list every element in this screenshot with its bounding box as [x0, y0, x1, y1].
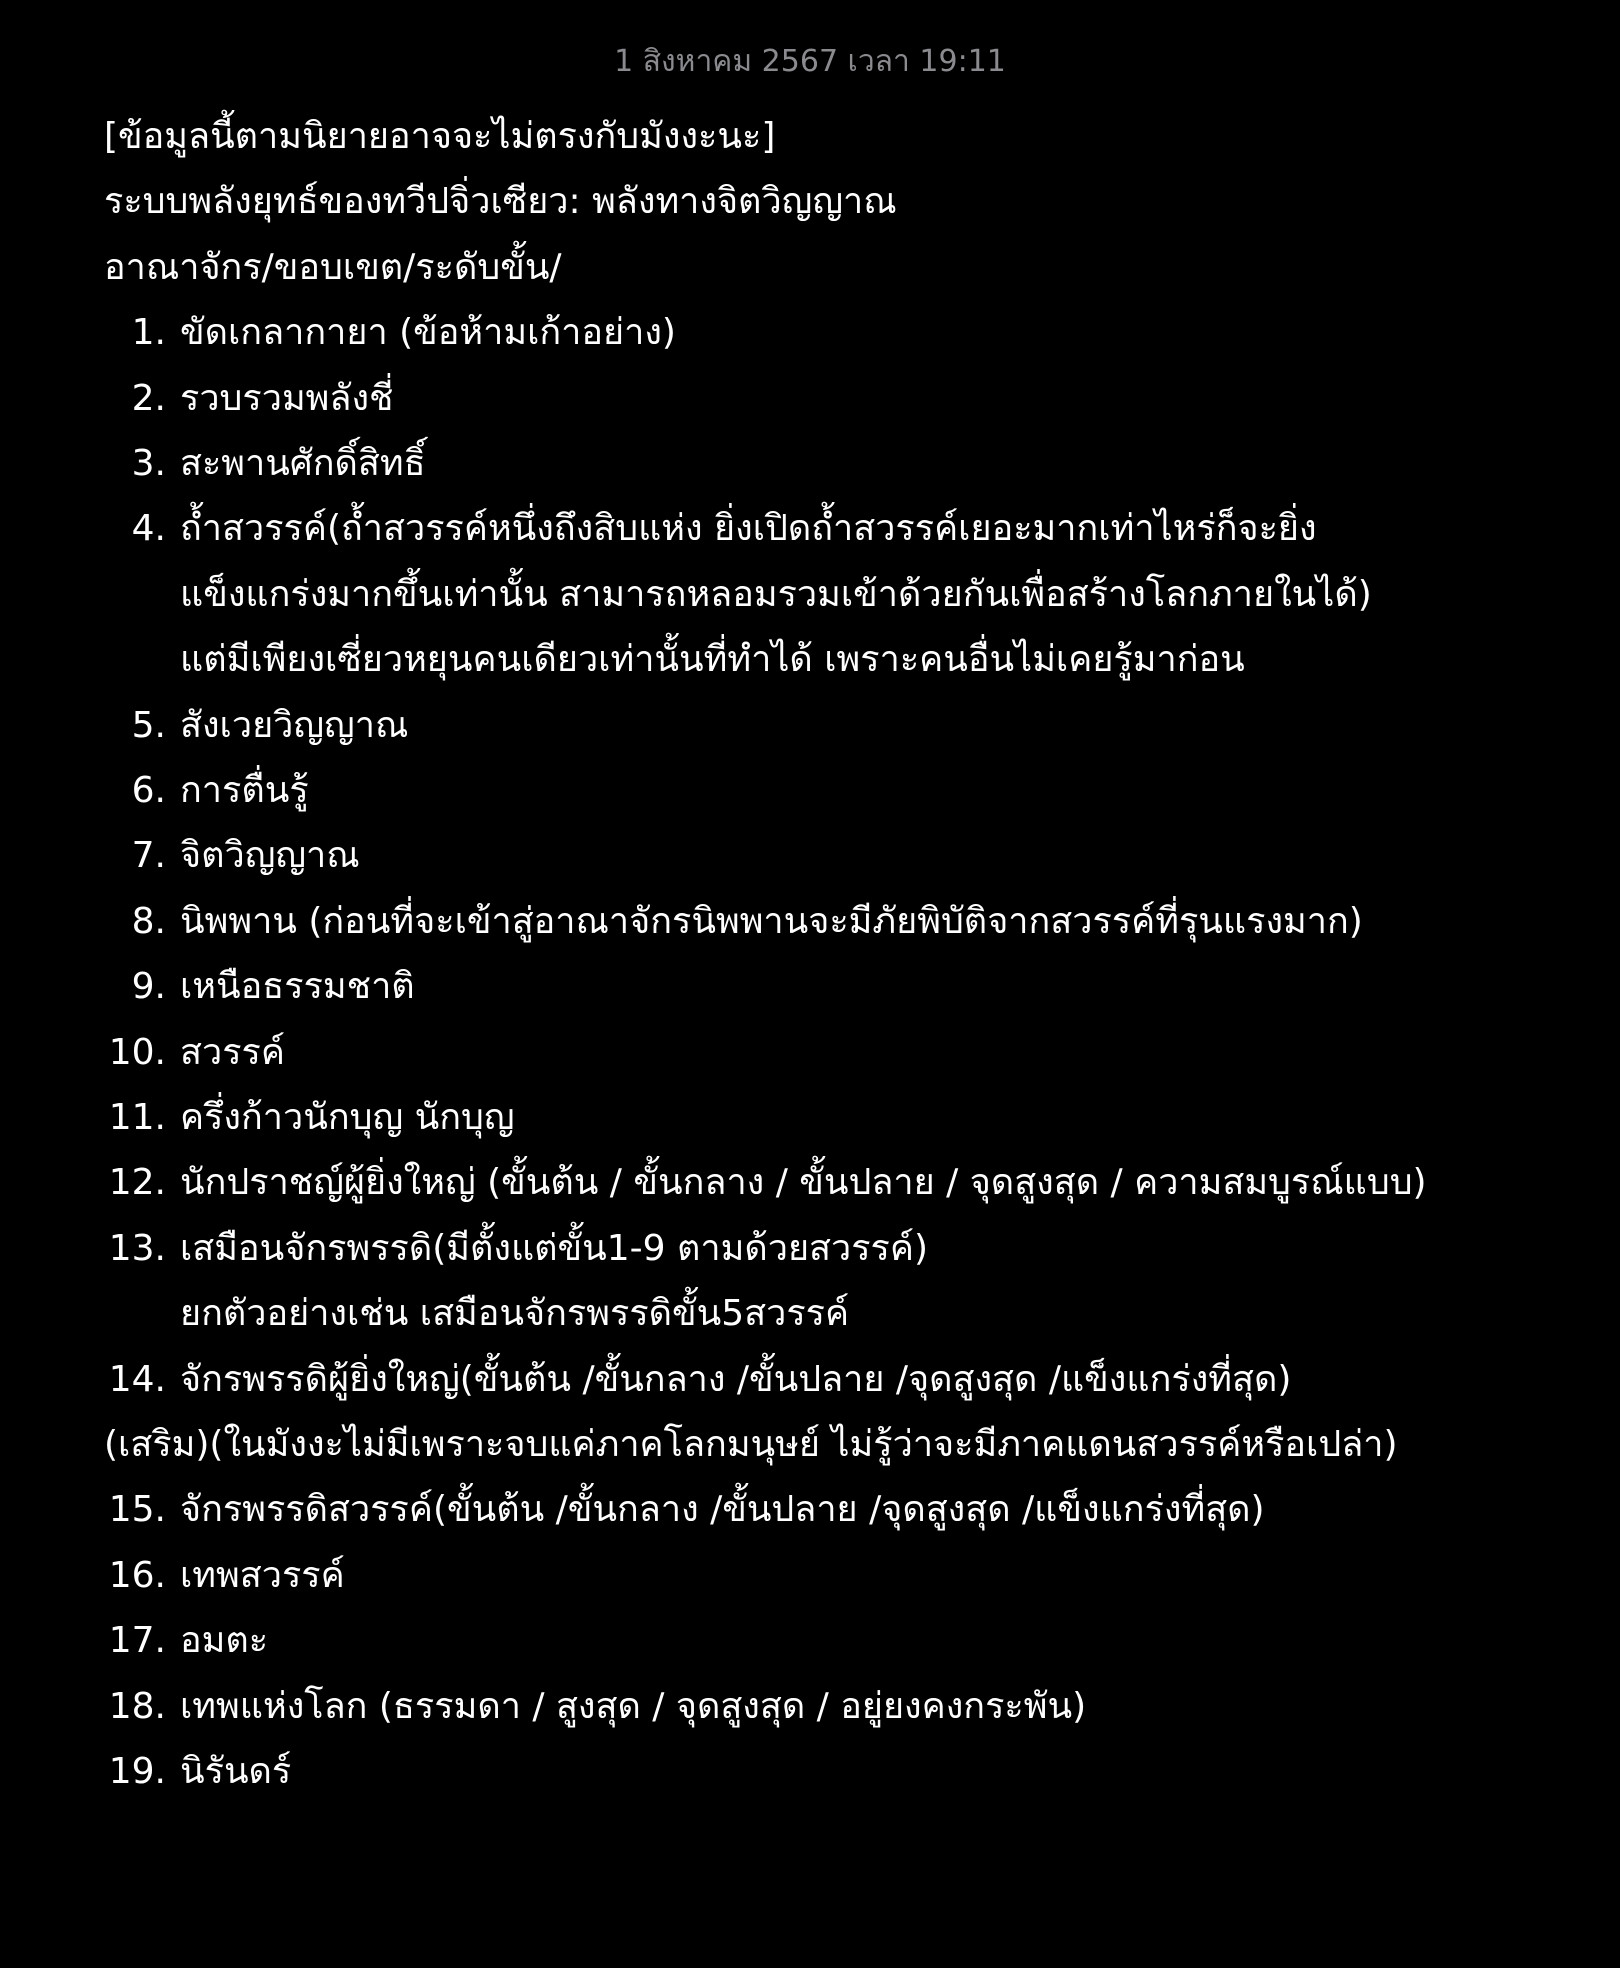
list-item-line: เทพแห่งโลก (ธรรมดา / สูงสุด / จุดสูงสุด / อยู่ยงคงกระพัน): [180, 1685, 1087, 1727]
list-item-line: สังเวยวิญญาณ: [180, 704, 409, 746]
list-item-line: จิตวิญญาณ: [180, 835, 360, 877]
list-item: [104, 1543, 1574, 1608]
list-item: [104, 758, 1574, 823]
list-item-line: สะพานศักดิ์สิทธิ์: [180, 442, 426, 484]
note-intro-line: [ข้อมูลนี้ตามนิยายอาจจะไม่ตรงกับมังงะนะ]: [104, 116, 776, 157]
list-item-text: [104, 1216, 1574, 1347]
list-item-text: [104, 1477, 1574, 1542]
list-item-line: รวบรวมพลังชี่: [180, 377, 394, 419]
list-item: [104, 1216, 1574, 1347]
list-item: [104, 1020, 1574, 1085]
list-item: [104, 1739, 1574, 1804]
list-item-text: [104, 889, 1574, 954]
list-item-line: ขัดเกลากายา (ข้อห้ามเก้าอย่าง): [180, 312, 676, 354]
list-item-line: นิพพาน (ก่อนที่จะเข้าสู่อาณาจักรนิพพานจะมีภัยพิบัติจากสวรรค์ที่รุนแรงมาก): [180, 900, 1363, 942]
list-item: [104, 300, 1574, 365]
list-item: [104, 954, 1574, 1019]
list-item: [104, 693, 1574, 758]
list-item-text: [104, 1347, 1574, 1412]
list-item: [104, 496, 1574, 692]
list-item-number: 15.: [108, 1489, 166, 1531]
list-item-text: [104, 1739, 1574, 1804]
list-item-number: 8.: [131, 900, 166, 942]
list-item-line: นิรันดร์: [180, 1751, 292, 1793]
list-item: [104, 1085, 1574, 1150]
list-item-text: [104, 693, 1574, 758]
list-item-number: 1.: [131, 312, 166, 354]
list-item-text: [104, 758, 1574, 823]
list-item-line: การตื่นรู้: [180, 770, 309, 812]
list-item-number: 19.: [108, 1751, 166, 1793]
list-item-text: [104, 1608, 1574, 1673]
list-item-text: [104, 366, 1574, 431]
numbered-list: [104, 300, 1574, 1412]
note-intro-line: ระบบพลังยุทธ์ของทวีปจิ่วเซียว: พลังทางจิตวิญญาณ: [104, 181, 897, 223]
list-item-number: 7.: [131, 835, 166, 877]
list-item-number: 6.: [131, 770, 166, 812]
list-item-line: นักปราชญ์ผู้ยิ่งใหญ่ (ขั้นต้น / ขั้นกลาง / ขั้นปลาย / จุดสูงสุด / ความสมบูรณ์แบบ): [180, 1162, 1427, 1204]
list-item-number: 17.: [108, 1620, 166, 1662]
list-item-text: [104, 496, 1574, 692]
list-item-line: ครึ่งก้าวนักบุญ นักบุญ: [180, 1097, 515, 1139]
list-item-line: เหนือธรรมชาติ: [180, 966, 415, 1008]
list-item-number: 3.: [131, 442, 166, 484]
list-item-text: [104, 1020, 1574, 1085]
timestamp: 1 สิงหาคม 2567 เวลา 19:11: [614, 44, 1006, 79]
list-item-text: [104, 1150, 1574, 1215]
list-item-line: อมตะ: [180, 1620, 269, 1662]
list-item: [104, 431, 1574, 496]
list-item: [104, 1674, 1574, 1739]
list-item: [104, 823, 1574, 888]
list-item-number: 18.: [108, 1685, 166, 1727]
list-item: [104, 889, 1574, 954]
list-item-text: [104, 954, 1574, 1019]
list-item-line: แต่มีเพียงเซี่ยวหยุนคนเดียวเท่านั้นที่ทำได้ เพราะคนอื่นไม่เคยรู้มาก่อน: [180, 639, 1245, 681]
list-item-number: 16.: [108, 1554, 166, 1596]
list-item: [104, 1608, 1574, 1673]
list-item-line: สวรรค์: [180, 1031, 285, 1073]
list-item-number: 4.: [131, 508, 166, 550]
numbered-list: [104, 1477, 1574, 1804]
list-item-number: 14.: [108, 1358, 166, 1400]
note-intro-line: อาณาจักร/ขอบเขต/ระดับขั้น/: [104, 246, 562, 288]
note-body[interactable]: [104, 104, 1574, 1805]
list-item: [104, 1477, 1574, 1542]
list-item-line: เทพสวรรค์: [180, 1554, 345, 1596]
list-item-number: 5.: [131, 704, 166, 746]
list-item-number: 13.: [108, 1227, 166, 1269]
list-item-number: 9.: [131, 966, 166, 1008]
list-item: [104, 1347, 1574, 1412]
list-item-text: [104, 1674, 1574, 1739]
list-item-line: จักรพรรดิสวรรค์(ขั้นต้น /ขั้นกลาง /ขั้นปลาย /จุดสูงสุด /แข็งแกร่งที่สุด): [180, 1489, 1265, 1531]
list-item-text: [104, 823, 1574, 888]
list-item-line: แข็งแกร่งมากขึ้นเท่านั้น สามารถหลอมรวมเข้าด้วยกันเพื่อสร้างโลกภายในได้): [180, 573, 1372, 615]
list-item-line: เสมือนจักรพรรดิ(มีตั้งแต่ขั้น1-9 ตามด้วยสวรรค์): [180, 1227, 929, 1269]
list-item-text: [104, 431, 1574, 496]
list-item-number: 12.: [108, 1162, 166, 1204]
list-item-text: [104, 1085, 1574, 1150]
list-item-line: จักรพรรดิผู้ยิ่งใหญ่(ขั้นต้น /ขั้นกลาง /ขั้นปลาย /จุดสูงสุด /แข็งแกร่งที่สุด): [180, 1358, 1292, 1400]
list-item: [104, 366, 1574, 431]
list-item: [104, 1150, 1574, 1215]
note-bonus-line: (เสริม)(ในมังงะไม่มีเพราะจบแค่ภาคโลกมนุษย์ ไม่รู้ว่าจะมีภาคแดนสวรรค์หรือเปล่า): [104, 1424, 1398, 1466]
list-item-number: 11.: [108, 1097, 166, 1139]
list-item-number: 10.: [108, 1031, 166, 1073]
list-item-text: [104, 1543, 1574, 1608]
list-item-line: ถ้ำสวรรค์(ถ้ำสวรรค์หนึ่งถึงสิบแห่ง ยิ่งเปิดถ้ำสวรรค์เยอะมากเท่าไหร่ก็จะยิ่ง: [180, 508, 1317, 550]
list-item-number: 2.: [131, 377, 166, 419]
list-item-line: ยกตัวอย่างเช่น เสมือนจักรพรรดิขั้น5สวรรค์: [180, 1293, 850, 1335]
list-item-text: [104, 300, 1574, 365]
